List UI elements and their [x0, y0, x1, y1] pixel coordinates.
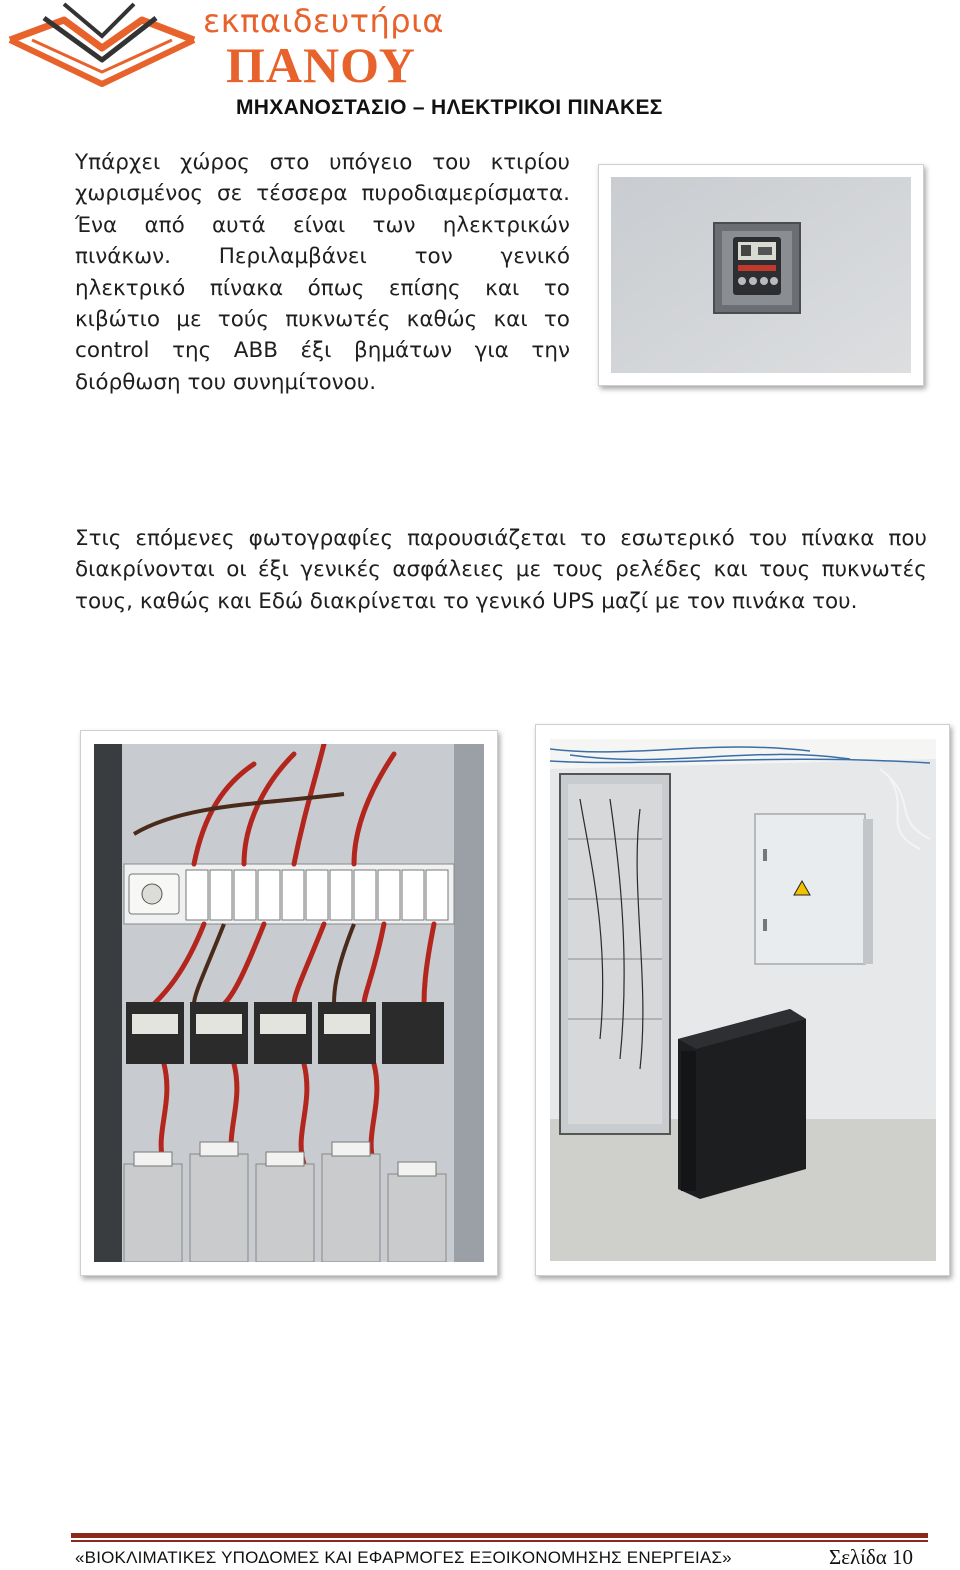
word: οι [226, 557, 247, 583]
word: διακρίνονται [75, 557, 215, 583]
intro-paragraph [75, 147, 570, 398]
paragraph-line [75, 147, 570, 178]
word: υπόγειο [329, 150, 413, 175]
word: ασφάλειες [392, 557, 505, 583]
electrical-panel-interior-image [94, 744, 484, 1262]
word: που [888, 526, 927, 551]
word: τον [414, 244, 453, 270]
brand-name: ΠΑΝΟΥ [226, 37, 416, 93]
footer-rule-thin [71, 1540, 928, 1542]
word: πινάκων. [75, 244, 171, 270]
word: είναι [292, 212, 346, 238]
abb-controller-image [611, 177, 911, 373]
word: χωρισμένος [75, 181, 204, 207]
word: Περιλαμβάνει [218, 244, 367, 270]
word: με [515, 557, 542, 583]
word: στο [269, 150, 310, 175]
brand-subtitle: εκπαιδευτήρια [203, 2, 445, 40]
word: ρελέδες [615, 557, 703, 583]
word: του [748, 526, 788, 551]
paragraph-line [75, 273, 570, 304]
word: βημάτων [353, 338, 453, 364]
word: πυκνωτές [285, 306, 391, 332]
word: το [543, 275, 570, 301]
word: και [493, 306, 528, 332]
word: το [543, 306, 570, 332]
school-logo [4, 0, 200, 92]
word: για [474, 338, 509, 364]
word: με [176, 306, 202, 332]
word: ηλεκτρικών [442, 212, 570, 238]
footer-rule [71, 1533, 928, 1538]
word: και [713, 557, 748, 583]
word: ηλεκτρικό [75, 275, 186, 301]
paragraph-line [75, 178, 570, 209]
word: γενικό [500, 244, 570, 270]
paragraph-line [75, 210, 570, 241]
word: γενικές [300, 557, 381, 583]
word: τούς [217, 306, 269, 332]
photos-description-paragraph [75, 523, 927, 617]
paragraph-line [75, 335, 570, 366]
word: των [372, 212, 416, 238]
word: χώρος [180, 150, 250, 175]
word: όπως [307, 275, 365, 301]
word: πίνακα [801, 526, 875, 551]
word: πυκνωτές [821, 557, 927, 583]
word: εσωτερικό [620, 526, 735, 551]
word: καθώς [406, 306, 478, 332]
word: control [75, 338, 150, 364]
word: παρουσιάζεται [407, 526, 567, 551]
word: τους [759, 557, 811, 583]
word: έξι [258, 557, 289, 583]
paragraph-line [75, 523, 927, 554]
word: Ένα [75, 212, 118, 238]
page-number: Σελίδα 10 [829, 1545, 914, 1569]
paragraph-line [75, 554, 927, 585]
word: το [580, 526, 607, 551]
word: ABB [233, 338, 279, 364]
word: κιβώτιο [75, 306, 161, 332]
word: σε [217, 181, 243, 207]
word: αυτά [211, 212, 266, 238]
footer-program-title: «ΒΙΟΚΛΙΜΑΤΙΚΕΣ ΥΠΟΔΟΜΕΣ ΚΑΙ ΕΦΑΡΜΟΓΕΣ ΕΞΟΙΚΟΝΟΜΗΣΗΣ ΕΝΕΡΓΕΙΑΣ» [75, 1548, 732, 1567]
word: επόμενες [135, 526, 235, 551]
word: πίνακα [209, 275, 284, 301]
ups-room-image [550, 739, 936, 1261]
paragraph-line: διόρθωση του συνημίτονου. [75, 369, 377, 395]
word: τέσσερα [256, 181, 348, 207]
section-title: ΜΗΧΑΝΟΣΤΑΣΙΟ – ΗΛΕΚΤΡΙΚΟΙ ΠΙΝΑΚΕΣ [236, 96, 663, 119]
paragraph-line: τους, καθώς και Εδώ διακρίνεται το γενικό UPS μαζί με τον πινάκα του. [75, 588, 858, 614]
word: επίσης [388, 275, 461, 301]
word: της [172, 338, 212, 364]
paragraph-line [75, 304, 570, 335]
panel-photo [80, 730, 498, 1276]
word: και [485, 275, 520, 301]
word: του [432, 150, 471, 175]
paragraph-line [75, 241, 570, 272]
word: Υπάρχει [75, 150, 161, 175]
ups-photo [535, 724, 950, 1276]
word: έξι [300, 338, 332, 364]
word: φωτογραφίες [248, 526, 394, 551]
controller-photo [598, 164, 924, 386]
word: από [144, 212, 185, 238]
word: πυροδιαμερίσματα. [361, 181, 570, 207]
word: τους [552, 557, 604, 583]
open-book-logo-icon [4, 0, 200, 92]
word: Στις [75, 526, 122, 551]
word: την [531, 338, 570, 364]
word: κτιρίου [490, 150, 570, 175]
